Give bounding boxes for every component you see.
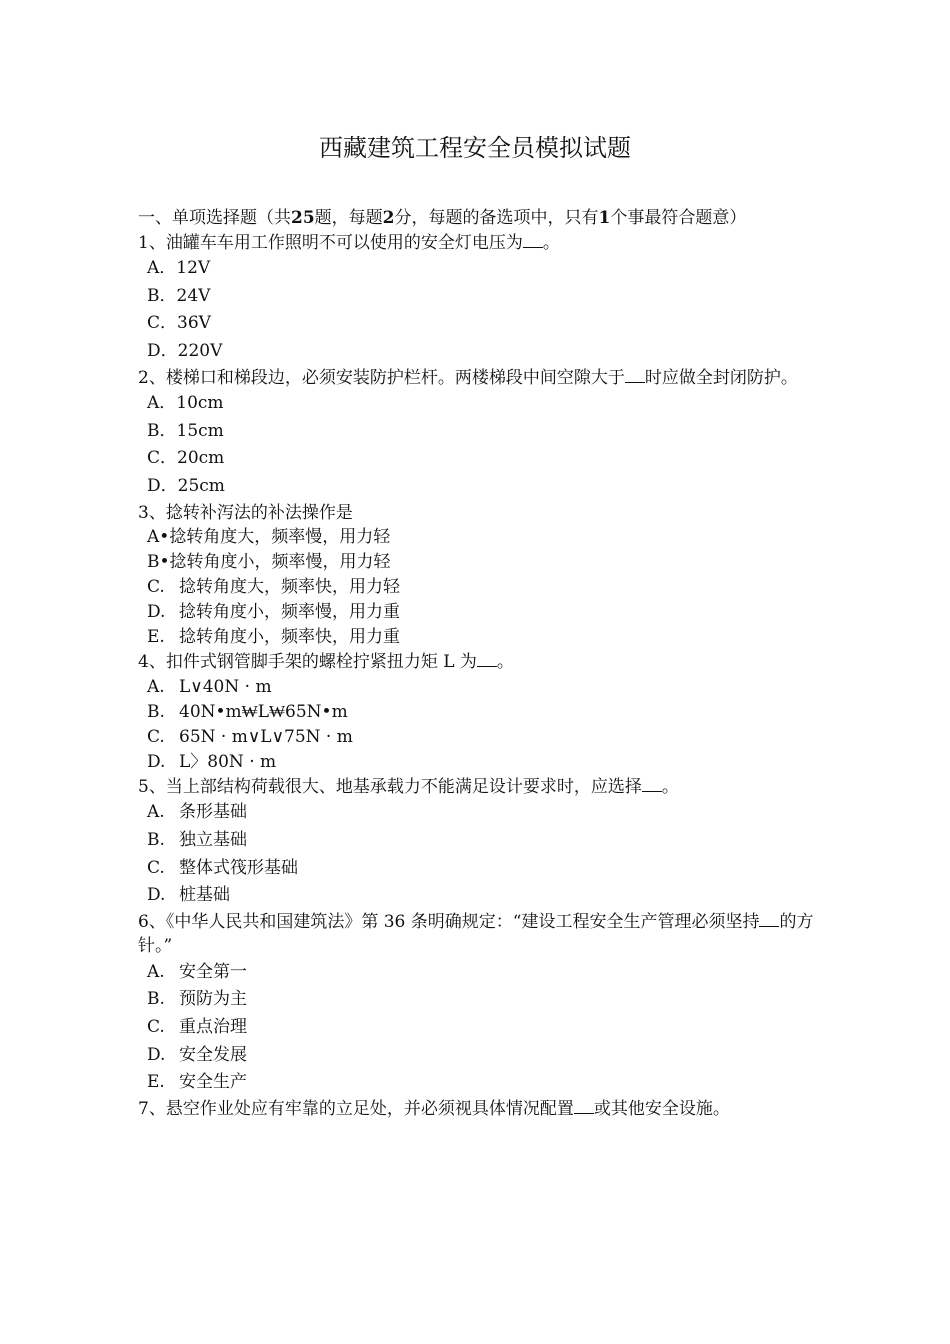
option — [138, 1042, 818, 1070]
option-label: A• — [147, 527, 170, 548]
option — [138, 959, 818, 987]
option-text: 15cm — [176, 420, 224, 441]
option-label: C. — [147, 726, 165, 747]
option — [138, 390, 818, 418]
question-text: 4、扣件式钢管脚手架的螺栓拧紧扭力矩 L 为 — [138, 652, 477, 673]
question-text-end: 。 — [661, 776, 679, 797]
option-text: 20cm — [177, 448, 225, 469]
option-text: 条形基础 — [179, 802, 247, 823]
option-label: B. — [147, 701, 165, 722]
option — [138, 575, 818, 600]
option-label: C. — [147, 857, 165, 878]
option — [138, 525, 818, 550]
option-text: 25cm — [177, 475, 225, 496]
option-label: A． — [147, 258, 177, 279]
option-label: D． — [147, 340, 178, 361]
option-label: D. — [147, 751, 166, 772]
question-text-end: 。 — [542, 232, 560, 253]
option-text: 12V — [176, 258, 211, 279]
option-label: D． — [147, 475, 178, 496]
question-text: 6、《中华人民共和国建筑法》第 36 条明确规定：“建设工程安全生产管理必须坚持 — [138, 911, 760, 932]
option — [138, 882, 818, 910]
question-2 — [138, 366, 818, 391]
question-text-end: 或其他安全设施。 — [593, 1098, 730, 1119]
option-text: 重点治理 — [179, 1017, 247, 1038]
question-text: 5、当上部结构荷载很大、地基承载力不能满足设计要求时，应选择 — [138, 776, 642, 797]
option-label: A． — [147, 393, 177, 414]
option-text: 独立基础 — [179, 829, 247, 850]
option-text: L〉80N · m — [179, 751, 277, 772]
option — [138, 1014, 818, 1042]
answer-blank — [759, 911, 779, 927]
answer-blank — [625, 367, 645, 383]
option-label: C. — [147, 1017, 165, 1038]
option — [138, 550, 818, 575]
option-text: L∨40N · m — [179, 676, 272, 697]
question-text: 3、捻转补泻法的补法操作是 — [138, 502, 353, 523]
option — [138, 675, 818, 700]
option-label: D. — [147, 885, 166, 906]
points-per-question: 2 — [382, 208, 395, 228]
option-text: 捻转角度小，频率慢，用力重 — [179, 602, 400, 623]
option — [138, 827, 818, 855]
option-label: B. — [147, 829, 165, 850]
answer-blank — [523, 232, 543, 248]
section-heading — [138, 206, 818, 231]
option — [138, 445, 818, 473]
option-label: B. — [147, 989, 165, 1010]
option — [138, 255, 818, 283]
answer-blank — [574, 1098, 594, 1114]
question-3 — [138, 501, 818, 526]
option-text: 36V — [177, 313, 211, 334]
option — [138, 600, 818, 625]
option-text: 65N · m∨L∨75N · m — [179, 726, 353, 747]
option-text: 捻转角度大，频率快，用力轻 — [179, 577, 400, 598]
option — [138, 855, 818, 883]
question-text-end: 时应做全封闭防护。 — [644, 367, 798, 388]
question-text: 2、楼梯口和梯段边，必须安装防护栏杆。两楼梯段中间空隙大于 — [138, 367, 625, 388]
option-text: 安全第一 — [179, 961, 247, 982]
option — [138, 750, 818, 775]
option-label: C. — [147, 577, 165, 598]
option-label: D. — [147, 1044, 166, 1065]
question-count: 25 — [291, 208, 315, 228]
option-text: 安全发展 — [179, 1044, 247, 1065]
option-text: 220V — [177, 340, 223, 361]
section-heading-text: 题，每题 — [314, 208, 383, 228]
option-label: A. — [147, 802, 165, 823]
question-1 — [138, 231, 818, 256]
option-text: 捻转角度小，频率快，用力重 — [179, 627, 400, 648]
section-heading-prefix: 一、单项选择题（共 — [138, 208, 291, 228]
option-label: A. — [147, 961, 165, 982]
option-label: E. — [147, 627, 165, 648]
option — [138, 799, 818, 827]
section-heading-text: 分，每题的备选项中，只有 — [394, 208, 599, 228]
option — [138, 1069, 818, 1097]
option-text: 桩基础 — [179, 885, 230, 906]
option — [138, 473, 818, 501]
question-4 — [138, 650, 818, 675]
option — [138, 283, 818, 311]
option — [138, 625, 818, 650]
option-label: D. — [147, 602, 166, 623]
option-text: 10cm — [176, 393, 224, 414]
question-text: 7、悬空作业处应有牢靠的立足处，并必须视具体情况配置 — [138, 1098, 574, 1119]
option-label: A. — [147, 676, 165, 697]
option — [138, 310, 818, 338]
option — [138, 725, 818, 750]
question-text-end: 。 — [496, 652, 514, 673]
answer-blank — [642, 776, 662, 792]
option-text: 捻转角度大，频率慢，用力轻 — [169, 527, 391, 548]
option — [138, 700, 818, 725]
option-label: C． — [147, 313, 178, 334]
option — [138, 418, 818, 446]
option-text: 40N•m₩L₩65N•m — [179, 701, 348, 722]
option-label: C． — [147, 448, 178, 469]
option-label: E. — [147, 1072, 165, 1093]
section-heading-suffix: 个事最符合题意） — [610, 208, 747, 228]
answer-count: 1 — [598, 208, 611, 228]
option-text: 整体式筏形基础 — [179, 857, 298, 878]
question-6 — [138, 910, 818, 959]
option-text: 24V — [176, 285, 211, 306]
option — [138, 338, 818, 366]
option-label: B． — [147, 285, 177, 306]
question-text-end: 的方针。” — [138, 911, 814, 957]
option-text: 捻转角度小，频率慢，用力轻 — [169, 552, 391, 573]
option-text: 安全生产 — [179, 1072, 247, 1093]
option-label: B． — [147, 420, 177, 441]
option-text: 预防为主 — [179, 989, 247, 1010]
document-title: 西藏建筑工程安全员模拟试题 — [319, 134, 631, 162]
question-5 — [138, 775, 818, 800]
option — [138, 986, 818, 1014]
answer-blank — [477, 651, 497, 667]
question-text: 1、油罐车车用工作照明不可以使用的安全灯电压为 — [138, 232, 523, 253]
option-label: B• — [147, 552, 170, 573]
document-body — [138, 206, 818, 1121]
question-7 — [138, 1097, 818, 1122]
